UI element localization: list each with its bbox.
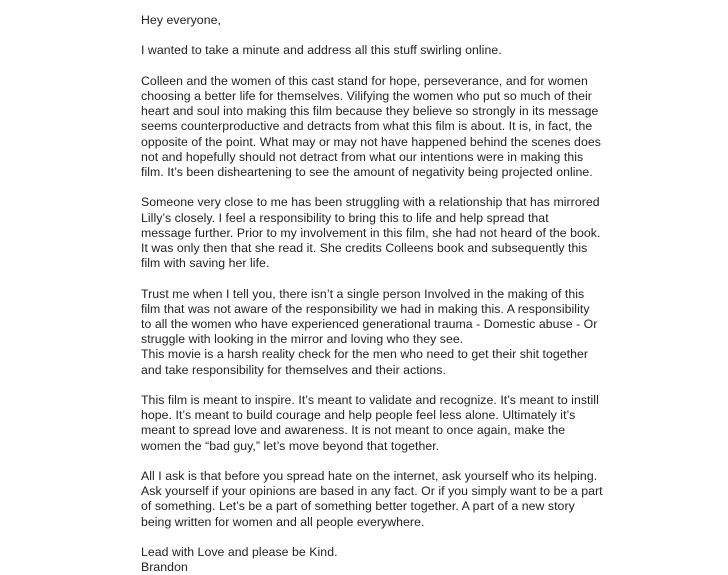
signature: Brandon (141, 560, 188, 575)
letter (141, 13, 611, 575)
paragraph-cast: Colleen and the women of this cast stand for hope, perseverance, and for women choosing a better life for themselves. Vilifying the women who put so much of their heart and soul into making this film because they believe so strongly in its message seems counterproductive and detracts from what this film is about. It is, in fact, the opposite of the point. What may or may not have happened behind the scenes does not and hopefully should not detract from what our intentions were in making this film. It’s been disheartening to see the amount of negativity being projected online. (141, 73, 601, 179)
closing-line: Lead with Love and please be Kind. (141, 545, 338, 559)
paragraph-purpose: This film is meant to inspire. It’s meant to validate and recognize. It’s meant to instill hope. It’s meant to build courage and help people feel less alone. Ultimately it’s meant to spread love and awareness. It is not meant to once again, make the women the “bad guy,” let’s move beyond that together. (141, 393, 599, 453)
paragraph-intro: I wanted to take a minute and address all this stuff swirling online. (141, 43, 502, 58)
paragraph-request: All I ask is that before you spread hate on the internet, ask yourself who its helping. Ask yourself if your opinions are based in any fact. Or if you simply want to be a part of something. Let’s be a part of something better together. A part of a new story being written for women and all people everywhere. (141, 469, 603, 529)
greeting: Hey everyone, (141, 13, 221, 27)
paragraph-responsibility: Trust me when I tell you, there isn’t a single person Involved in the making of this film that was not aware of the responsibility we had in making this. A responsibility to all the women who have experienced generational trauma - Domestic abuse - Or struggle with looking in the mirror and loving who they see. This movie is a harsh reality check for the men who need to get their shit together and take responsibility for themselves and their actions. (141, 286, 598, 377)
paragraph-personal: Someone very close to me has been struggling with a relationship that has mirrored Lilly’s closely. I feel a responsibility to bring this to life and help spread that message further. Prior to my involvement in this film, she had not heard of the book. It was only then that she read it. She credits Colleens book and subsequently this film with saving her life. (141, 195, 601, 271)
